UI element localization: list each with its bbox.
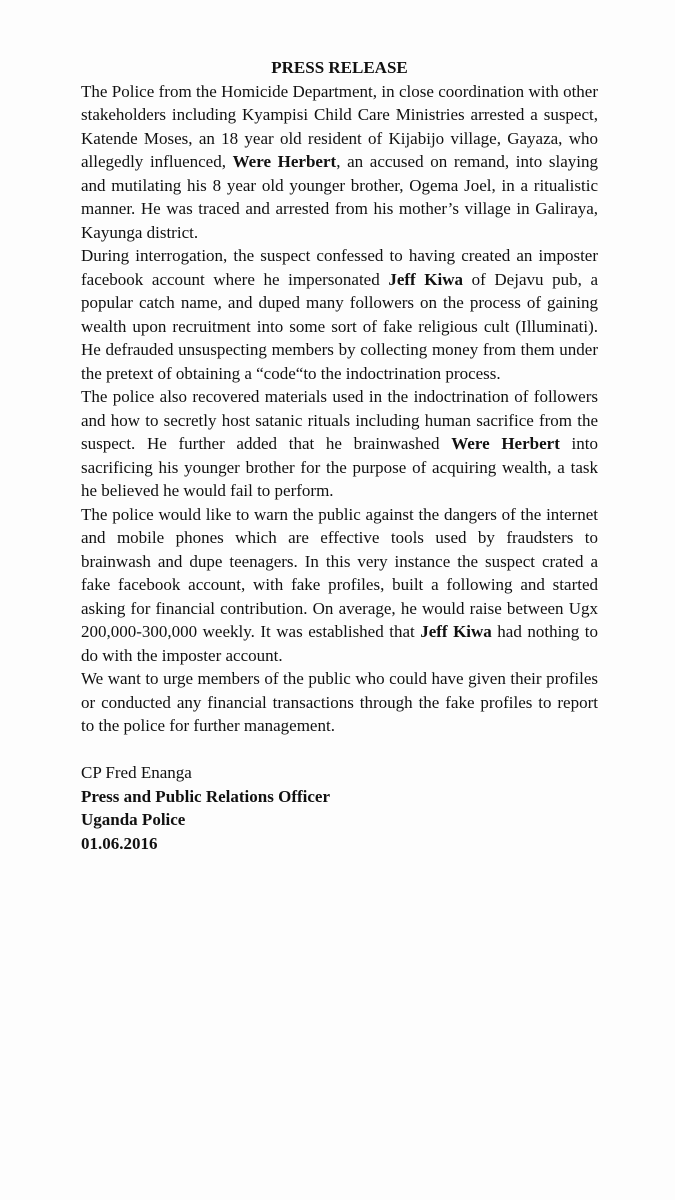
paragraph-text: , an accused on remand, into slaying and mutilating his 8 year old younger brother, Ogema Joel, in a ritualistic manner. He was traced and arrested from his mother’s village in Galiraya, Kayunga district.	[81, 152, 598, 242]
body-paragraph	[81, 667, 598, 738]
bold-name: Were Herbert	[451, 434, 560, 453]
paragraph-text: The Police from the Homicide Department, in close coordination with other stakeholders including Kyampisi Child Care Ministries arrested a suspect, Katende Moses, an 18 year old resident of Kijabijo village, Gayaza, who allegedly influenced,	[81, 81, 598, 171]
body-paragraph	[81, 385, 598, 503]
body-paragraph	[81, 80, 598, 245]
paragraph-text: had nothing to do with the imposter account.	[81, 622, 599, 665]
paragraph-text: The police also recovered materials used in the indoctrination of followers and how to secretly host satanic rituals including human sacrifice from the suspect. He further added that he brainwashed	[81, 387, 598, 453]
signatory-organization: Uganda Police	[81, 810, 186, 829]
press-release-document	[81, 56, 598, 855]
paragraph-text: of Dejavu pub, a popular catch name, and duped many followers on the process of gaining wealth upon recruitment into some sort of fake religious cult (Illuminati). He defrauded unsuspecting members by collecting money from them under the pretext of obtaining a “code“to the indoctrination process.	[81, 269, 598, 383]
paragraph-text: The police would like to warn the public against the dangers of the internet and mobile phones which are effective tools used by fraudsters to brainwash and dupe teenagers. In this very instance the suspect crated a fake facebook account, with fake profiles, built a following and started asking for financial contribution. On average, he would raise between Ugx 200,000-300,000 weekly. It was established that	[81, 504, 598, 641]
bold-name: Were Herbert	[232, 152, 337, 171]
document-title: PRESS RELEASE	[271, 58, 408, 77]
bold-name: Jeff Kiwa	[388, 269, 464, 289]
signatory-name: CP Fred Enanga	[81, 763, 192, 782]
document-body	[81, 80, 598, 738]
paragraph-text: During interrogation, the suspect confessed to having created an imposter facebook account where he impersonated	[81, 246, 598, 289]
body-paragraph	[81, 503, 598, 668]
paragraph-text: We want to urge members of the public who could have given their profiles or conducted any financial transactions through the fake profiles to report to the police for further management.	[81, 669, 598, 735]
body-paragraph	[81, 244, 598, 385]
release-date: 01.06.2016	[81, 833, 158, 853]
paragraph-text: into sacrificing his younger brother for the purpose of acquiring wealth, a task he believed he would fail to perform.	[81, 434, 598, 500]
bold-name: Jeff Kiwa	[420, 622, 492, 641]
signatory-position: Press and Public Relations Officer	[81, 786, 330, 806]
signature-block	[81, 761, 598, 855]
